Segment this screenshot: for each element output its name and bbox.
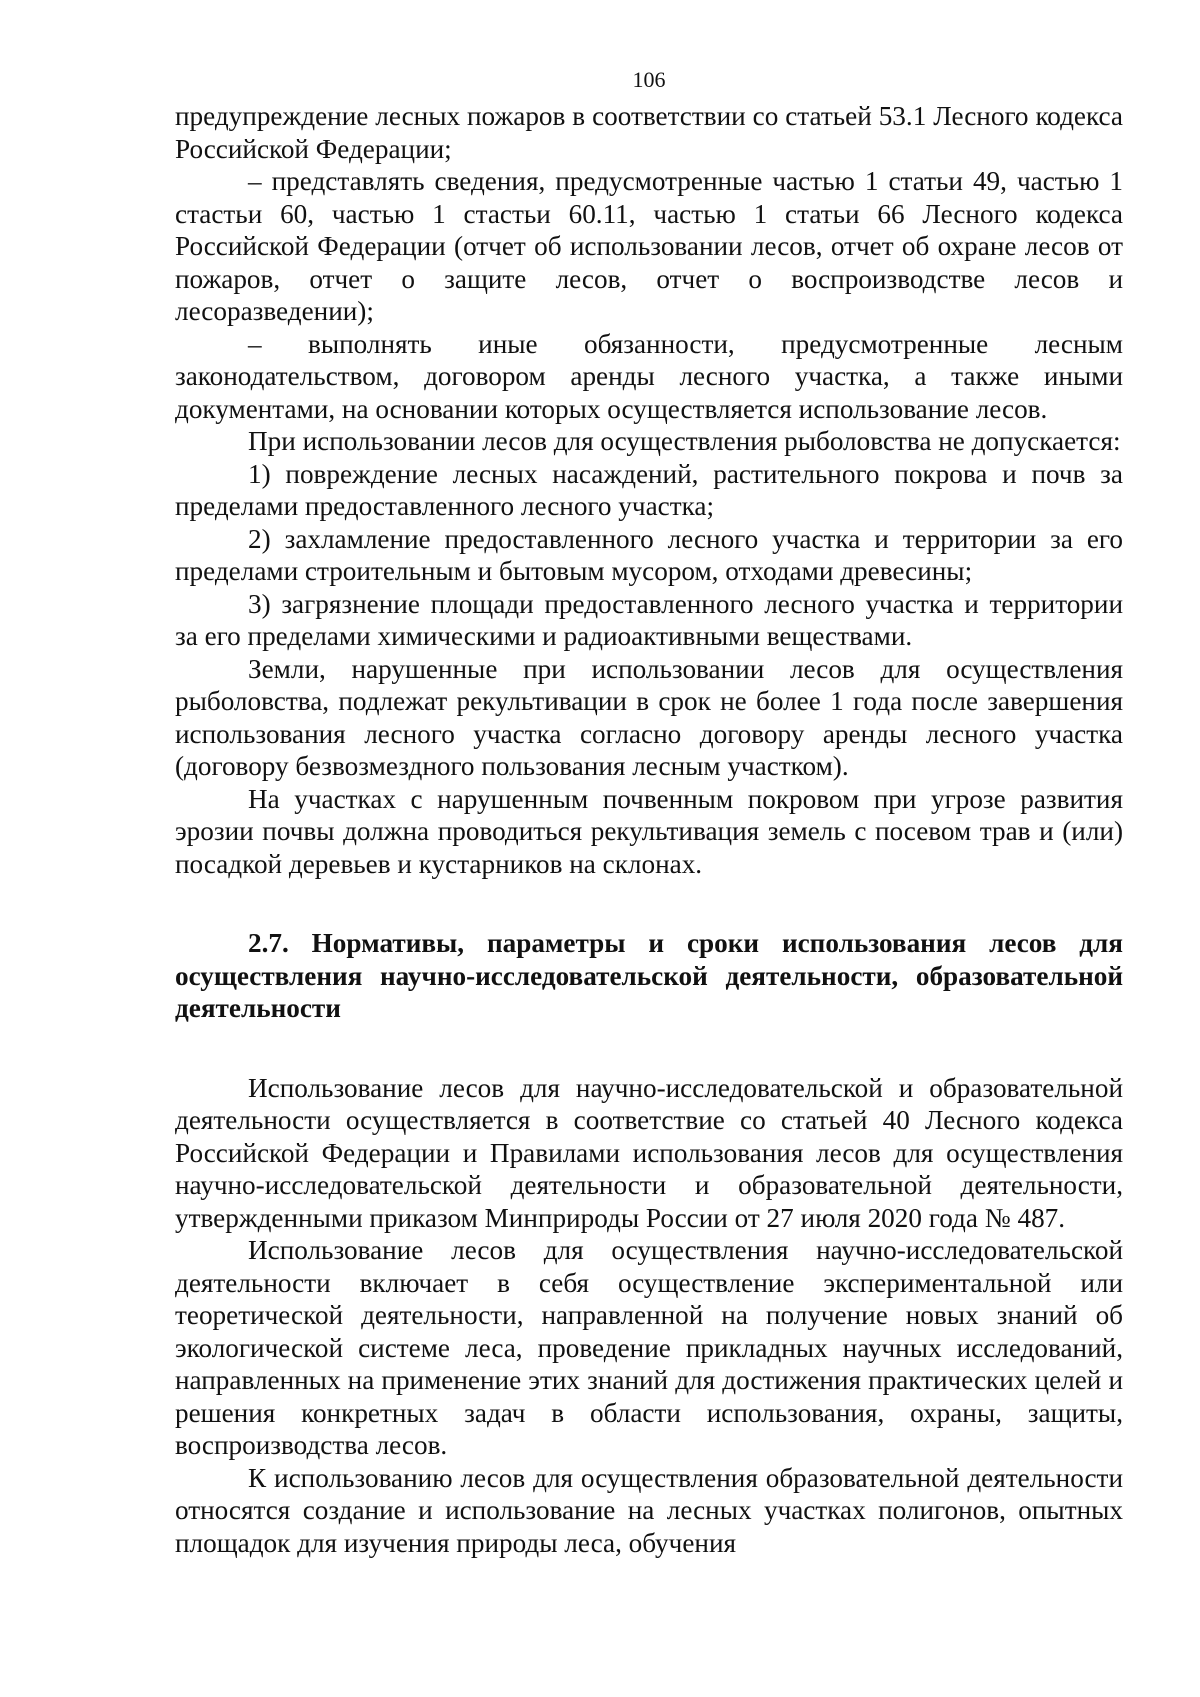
list-item: 1) повреждение лесных насаждений, растительного покрова и почв за пределами предоставленного лесного участка; <box>175 458 1123 521</box>
paragraph: Использование лесов для осуществления научно-исследовательской деятельности включает в себя осуществление экспериментальной или теоретической деятельности, направленной на получение новых знаний об экологической системе леса, проведение прикладных научных исследований, направленных на применение этих знаний для достижения практических целей и решения конкретных задач в области использования, охраны, защиты, воспроизводства лесов. <box>175 1235 1123 1460</box>
paragraph: – выполнять иные обязанности, предусмотренные лесным законодательством, договором аренды лесного участка, а также иными документами, на основании которых осуществляется использование лесов. <box>175 328 1123 424</box>
page-number: 106 <box>632 67 666 92</box>
paragraph: Использование лесов для научно-исследовательской и образовательной деятельности осуществляется в соответствие со статьей 40 Лесного кодекса Российской Федерации и Правилами использования лесов для осуществления научно-исследовательской деятельности и образовательной деятельности, утвержденными приказом Минприроды России от 27 июля 2020 года № 487. <box>175 1072 1123 1233</box>
paragraph: предупреждение лесных пожаров в соответствии со статьей 53.1 Лесного кодекса Российской Федерации; <box>175 101 1123 164</box>
document-page <box>175 66 1123 1559</box>
paragraph: На участках с нарушенным почвенным покровом при угрозе развития эрозии почвы должна проводиться рекультивация земель с посевом трав и (или) посадкой деревьев и кустарников на склонах. <box>175 783 1123 879</box>
list-item: 2) захламление предоставленного лесного участка и территории за его пределами строительным и бытовым мусором, отходами древесины; <box>175 523 1123 586</box>
paragraph: Земли, нарушенные при использовании лесов для осуществления рыболовства, подлежат рекультивации в срок не более 1 года после завершения использования лесного участка согласно договору аренды лесного участка (договору безвозмездного пользования лесным участком). <box>175 653 1123 781</box>
paragraph: – представлять сведения, предусмотренные частью 1 статьи 49, частью 1 стастьи 60, частью 1 стастьи 60.11, частью 1 статьи 66 Лесного кодекса Российской Федерации (отчет об использовании лесов, отчет об охране лесов от пожаров, отчет о защите лесов, отчет о воспроизводстве лесов и лесоразведении); <box>175 166 1123 326</box>
paragraph: При использовании лесов для осуществления рыболовства не допускается: <box>248 426 1121 456</box>
list-item: 3) загрязнение площади предоставленного лесного участка и территории за его пределами химическими и радиоактивными веществами. <box>175 588 1123 651</box>
paragraph: К использованию лесов для осуществления образовательной деятельности относятся создание и использование на лесных участках полигонов, опытных площадок для изучения природы леса, обучения <box>175 1462 1123 1558</box>
section-heading: 2.7. Нормативы, параметры и сроки использования лесов для осуществления научно-исследовательской деятельности, образовательной деятельности <box>175 928 1123 1023</box>
